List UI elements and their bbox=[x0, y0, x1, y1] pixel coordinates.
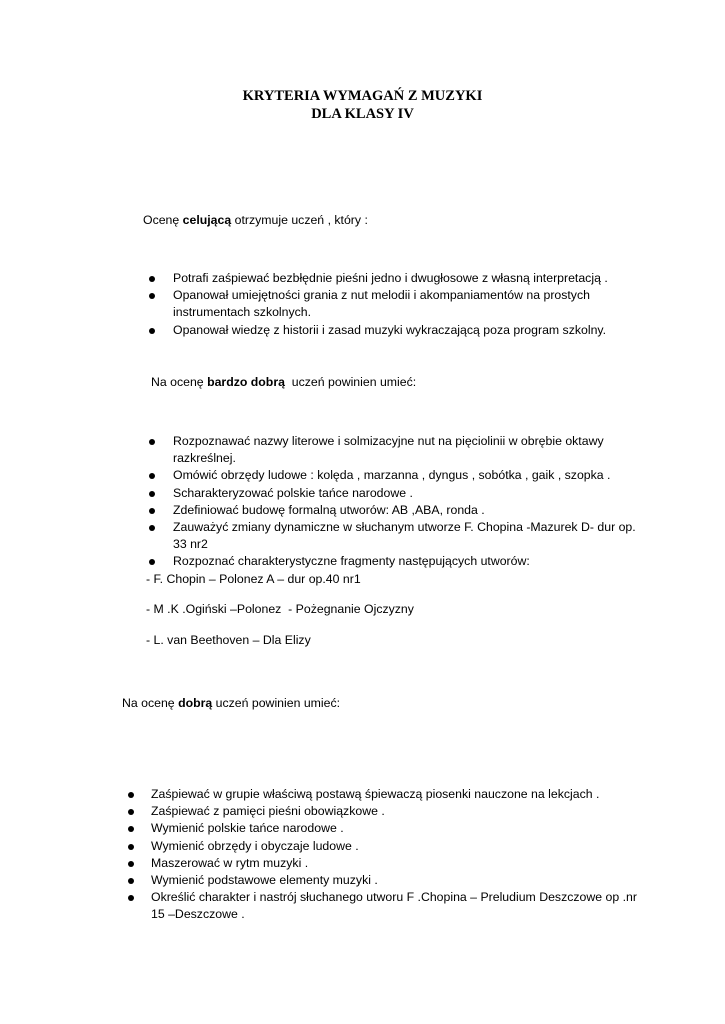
list-item-text: Zaśpiewać z pamięci pieśni obowiązkowe . bbox=[151, 804, 385, 819]
list-item-text: Zdefiniować budowę formalną utworów: AB ,ABA, ronda . bbox=[173, 502, 485, 517]
intro-text: otrzymuje uczeń , który : bbox=[231, 213, 368, 227]
list-item bbox=[127, 803, 647, 820]
bullet-icon bbox=[128, 895, 134, 901]
bullet-icon bbox=[128, 878, 134, 884]
work-item: - M .K .Ogiński –Polonez - Pożegnanie Ojczyzny bbox=[146, 602, 414, 616]
list-item-text: Omówić obrzędy ludowe : kolęda , marzanna , dyngus , sobótka , gaik , szopka . bbox=[173, 468, 611, 483]
bullet-icon bbox=[128, 792, 134, 798]
bullet-icon bbox=[128, 861, 134, 867]
list-item bbox=[127, 786, 647, 803]
list-item-text: Wymienić podstawowe elementy muzyki . bbox=[151, 873, 378, 888]
list-item-text: Wymienić polskie tańce narodowe . bbox=[151, 821, 344, 836]
bullet-icon bbox=[149, 293, 155, 299]
list-item-text: Maszerować w rytm muzyki . bbox=[151, 855, 309, 870]
list-item-text: Opanował umiejętności grania z nut melodii i akompaniamentów na prostych instrumentach szkolnych. bbox=[173, 288, 590, 320]
work-item: - F. Chopin – Polonez A – dur op.40 nr1 bbox=[146, 572, 361, 586]
requirements-list-dobra bbox=[127, 786, 647, 924]
intro-text: uczeń powinien umieć: bbox=[212, 696, 341, 710]
list-item bbox=[149, 433, 639, 467]
document-title: KRYTERIA WYMAGAŃ Z MUZYKI bbox=[242, 88, 483, 104]
requirements-list-celujaca bbox=[149, 270, 619, 339]
bullet-icon bbox=[149, 508, 155, 514]
list-item bbox=[149, 270, 619, 287]
work-item: - L. van Beethoven – Dla Elizy bbox=[146, 633, 311, 647]
section-intro-bardzo-dobra bbox=[151, 373, 416, 391]
bullet-icon bbox=[149, 328, 155, 334]
list-item bbox=[149, 553, 639, 570]
grade-name: dobrą bbox=[178, 696, 213, 710]
bullet-icon bbox=[128, 844, 134, 850]
list-item bbox=[127, 889, 647, 923]
requirements-list-bardzo-dobra bbox=[149, 433, 639, 571]
list-item bbox=[149, 502, 639, 519]
bullet-icon bbox=[149, 439, 155, 445]
intro-text: Ocenę bbox=[143, 213, 183, 227]
intro-text: uczeń powinien umieć: bbox=[284, 375, 417, 389]
bullet-icon bbox=[149, 559, 155, 565]
grade-name: celującą bbox=[182, 213, 232, 227]
bullet-icon bbox=[149, 276, 155, 282]
bullet-icon bbox=[149, 525, 155, 531]
bullet-icon bbox=[128, 809, 134, 815]
list-item bbox=[149, 322, 619, 339]
list-item bbox=[127, 838, 647, 855]
intro-text: Na ocenę bbox=[151, 375, 208, 389]
list-item-text: Opanował wiedzę z historii i zasad muzyki wykraczającą poza program szkolny. bbox=[173, 322, 607, 337]
list-item-text: Scharakteryzować polskie tańce narodowe . bbox=[173, 485, 413, 500]
list-item bbox=[127, 855, 647, 872]
section-intro-dobra bbox=[122, 694, 340, 712]
list-item-text: Zauważyć zmiany dynamiczne w słuchanym utworze F. Chopina -Mazurek D- dur op. 33 nr2 bbox=[173, 520, 636, 552]
list-item bbox=[149, 467, 639, 484]
list-item-text: Rozpoznać charakterystyczne fragmenty następujących utworów: bbox=[173, 554, 530, 569]
list-item-text: Wymienić obrzędy i obyczaje ludowe . bbox=[151, 838, 359, 853]
list-item bbox=[127, 872, 647, 889]
document-subtitle: DLA KLASY IV bbox=[311, 106, 414, 122]
section-intro-celujaca bbox=[143, 211, 368, 229]
bullet-icon bbox=[149, 473, 155, 479]
list-item-text: Rozpoznawać nazwy literowe i solmizacyjne nut na pięciolinii w obrębie oktawy razkreślnej. bbox=[173, 434, 604, 466]
grade-name: bardzo dobrą bbox=[207, 375, 285, 389]
bullet-icon bbox=[128, 826, 134, 832]
list-item bbox=[149, 519, 639, 553]
intro-text: Na ocenę bbox=[122, 696, 179, 710]
list-item-text: Zaśpiewać w grupie właściwą postawą śpiewaczą piosenki nauczone na lekcjach . bbox=[151, 787, 600, 801]
list-item bbox=[149, 485, 639, 502]
list-item-text: Potrafi zaśpiewać bezbłędnie pieśni jedno i dwugłosowe z własną interpretacją . bbox=[173, 271, 608, 285]
list-item-text: Określić charakter i nastrój słuchanego utworu F .Chopina – Preludium Deszczowe op .nr 15 –Deszczowe . bbox=[151, 890, 637, 922]
bullet-icon bbox=[149, 491, 155, 497]
list-item bbox=[127, 820, 647, 837]
list-item bbox=[149, 287, 619, 321]
